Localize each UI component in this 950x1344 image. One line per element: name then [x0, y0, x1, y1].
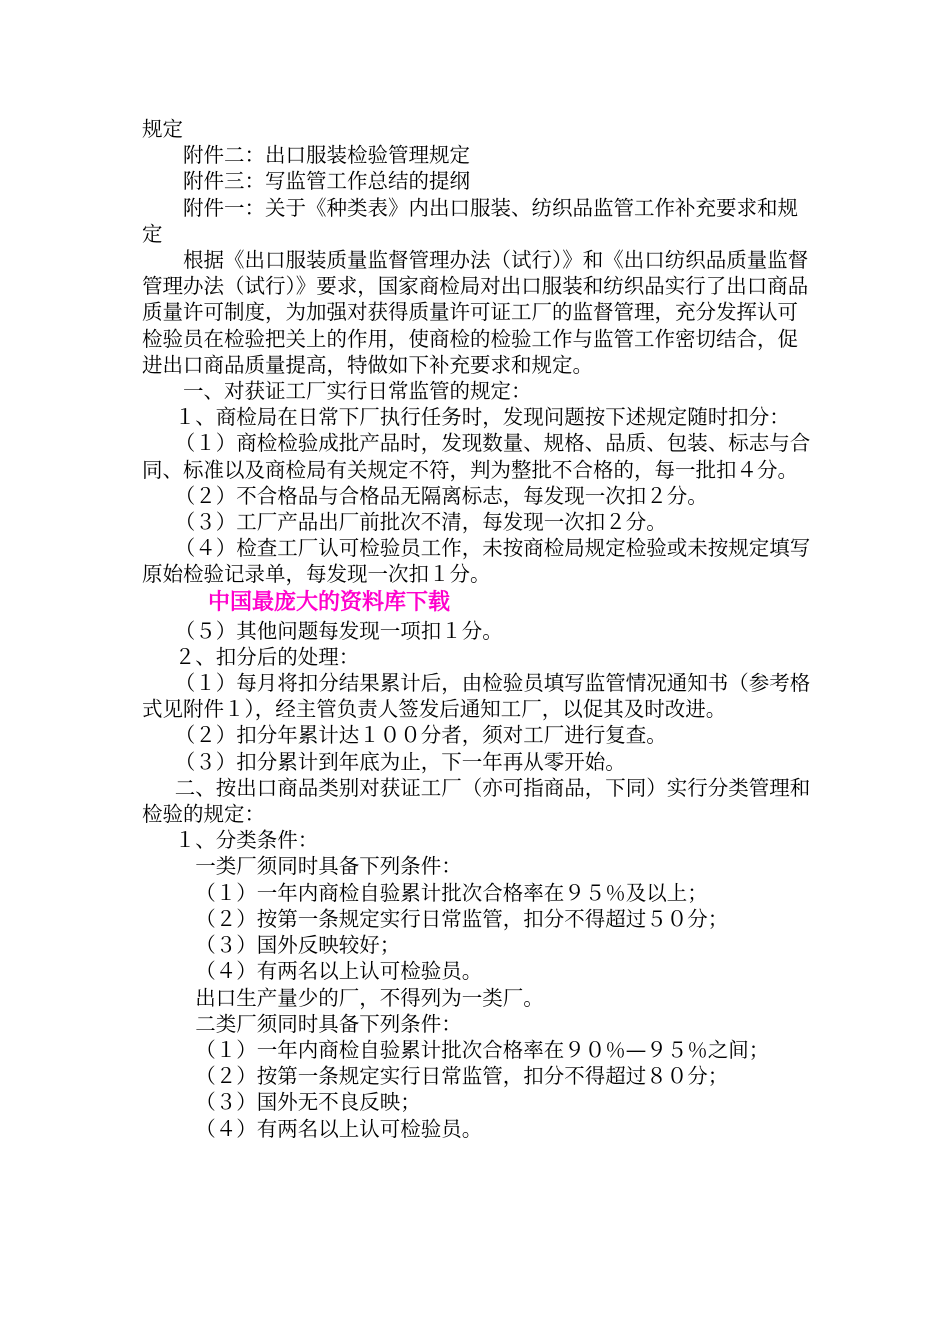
list-item: （１）每月将扣分结果累计后，由检验员填写监管情况通知书（参考格式见附件１），经主管负责人签发后通知工厂，以促其及时改进。	[142, 671, 811, 722]
list-item: （２）不合格品与合格品无隔离标志，每发现一次扣２分。	[174, 483, 708, 508]
list-item: （１）一年内商检自验累计批次合格率在９５％及以上；	[195, 880, 708, 905]
list-item: （３）国外反映较好；	[195, 933, 401, 958]
attachment-heading: 附件一：关于《种类表》内出口服装、纺织品监管工作补充要求和规定	[142, 195, 798, 246]
paragraph: 出口生产量少的厂，不得列为一类厂。	[195, 985, 544, 1010]
list-item: （３）工厂产品出厂前批次不清，每发现一次扣２分。	[174, 510, 667, 535]
paragraph: １、商检局在日常下厂执行任务时，发现问题按下述规定随时扣分：	[174, 405, 790, 430]
list-item: （３）国外无不良反映；	[195, 1090, 421, 1115]
paragraph: 二类厂须同时具备下列条件：	[195, 1011, 462, 1036]
list-item: （２）按第一条规定实行日常监管，扣分不得超过８０分；	[195, 1064, 729, 1089]
list-item: （４）有两名以上认可检验员。	[195, 1116, 483, 1141]
paragraph: 一类厂须同时具备下列条件：	[195, 854, 462, 879]
list-item: （５）其他问题每发现一项扣１分。	[174, 618, 503, 643]
paragraph: 规定	[142, 117, 183, 141]
list-item: （３）扣分累计到年底为止，下一年再从零开始。	[174, 749, 626, 774]
attachment-line: 附件二：出口服装检验管理规定	[183, 143, 470, 168]
list-item: （１）一年内商检自验累计批次合格率在９０％—９５％之间；	[195, 1037, 770, 1062]
section-heading: 二、按出口商品类别对获证工厂（亦可指商品，下同）实行分类管理和检验的规定：	[142, 775, 811, 827]
list-item: （２）扣分年累计达１００分者，须对工厂进行复查。	[174, 723, 667, 748]
list-item: （２）按第一条规定实行日常监管，扣分不得超过５０分；	[195, 906, 729, 931]
list-item: （４）检查工厂认可检验员工作，未按商检局规定检验或未按规定填写原始检验记录单，每发现一次扣１分。	[142, 536, 811, 587]
list-item: （１）商检检验成批产品时，发现数量、规格、品质、包装、标志与合同、标准以及商检局有关规定不符，判为整批不合格的，每一批扣４分。	[142, 431, 811, 482]
section-heading: 一、对获证工厂实行日常监管的规定：	[183, 379, 532, 404]
list-item: （４）有两名以上认可检验员。	[195, 959, 483, 984]
promo-banner-text: 中国最庞大的资料库下载	[208, 589, 451, 615]
paragraph: 根据《出口服装质量监督管理办法（试行）》和《出口纺织品质量监督管理办法（试行）》要求，国家商检局对出口服装和纺织品实行了出口商品质量许可制度，为加强对获得质量许可证工厂的监督管理，充分发挥认可检验员在检验把关上的作用，使商检的检验工作与监管工作密切结合，促进出口商品质量提高，特做如下补充要求和规定。	[142, 248, 809, 377]
document-body	[142, 116, 812, 1142]
attachment-line: 附件三：写监管工作总结的提纲	[183, 169, 470, 194]
subsection-heading: ２、扣分后的处理：	[174, 644, 360, 669]
subsection-heading: １、分类条件：	[174, 828, 319, 853]
